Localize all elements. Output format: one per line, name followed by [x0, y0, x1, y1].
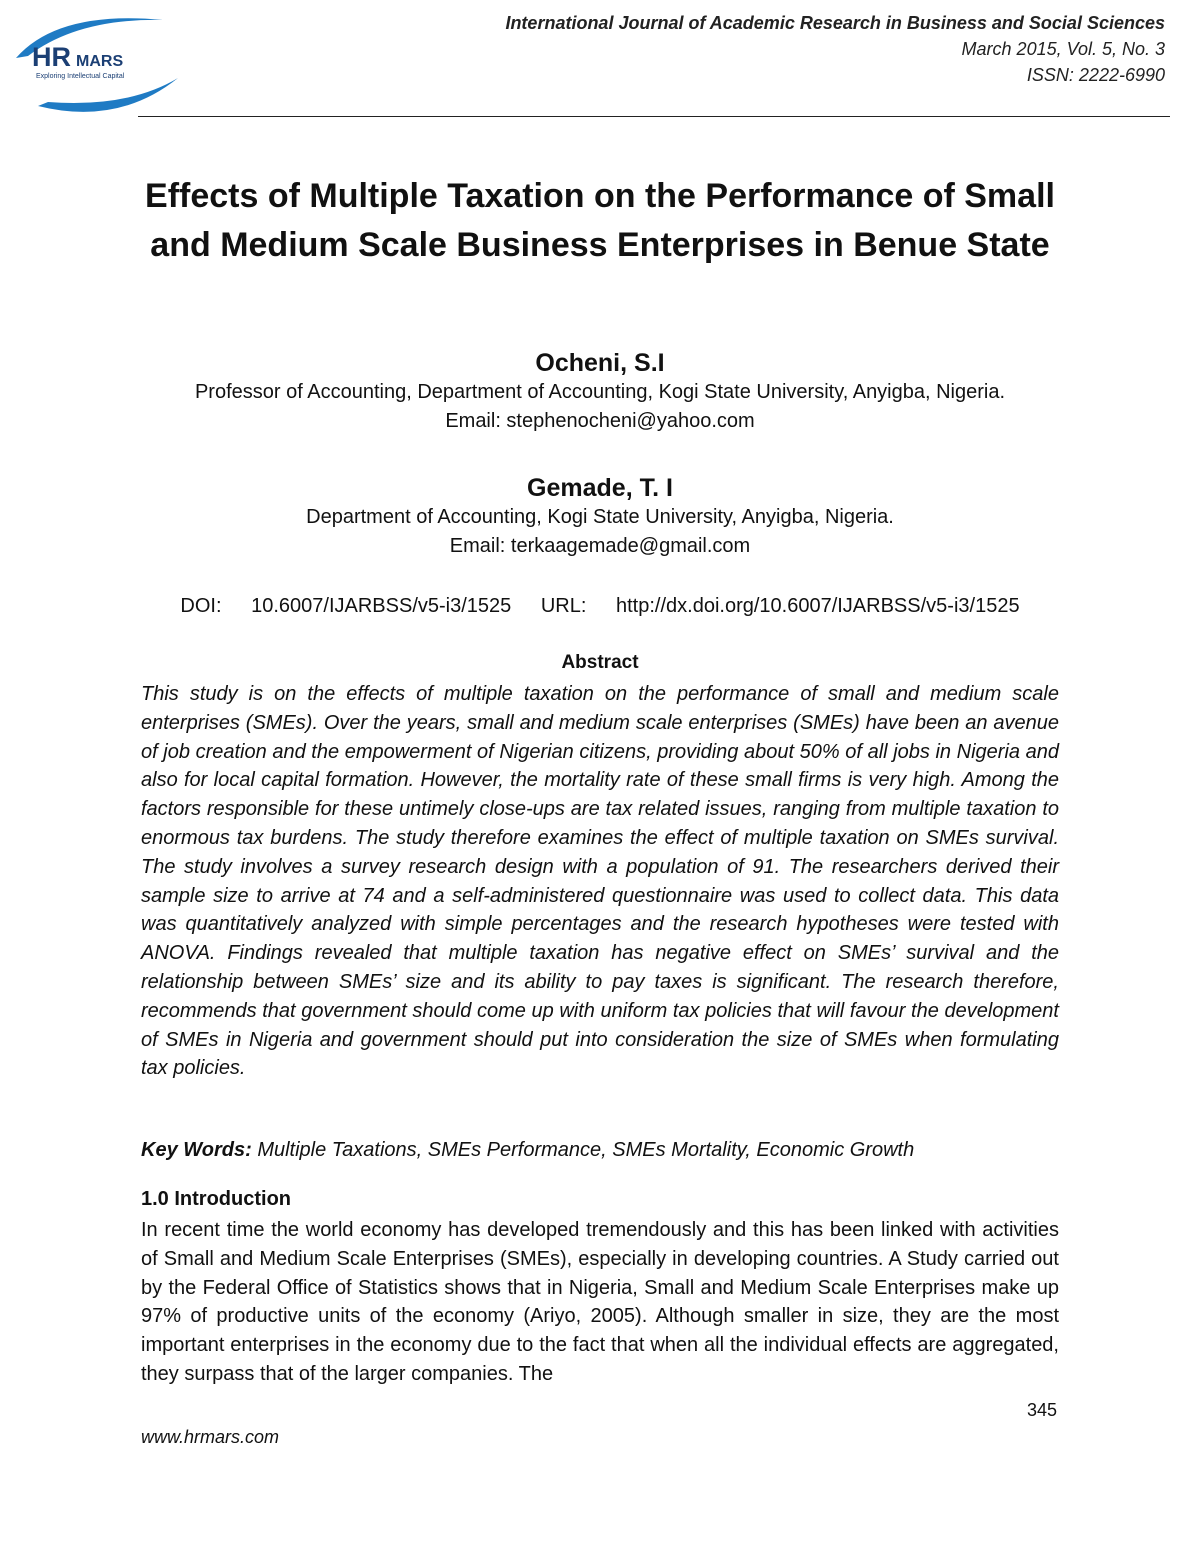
author-email: Email: stephenocheni@yahoo.com: [445, 410, 755, 432]
doi-value: 10.6007/IJARBSS/v5-i3/1525: [251, 595, 512, 617]
paper-title: Effects of Multiple Taxation on the Performance of Small and Medium Scale Business Enterprises in Benue State: [145, 177, 1055, 264]
url-link[interactable]: http://dx.doi.org/10.6007/IJARBSS/v5-i3/1525: [615, 595, 1020, 617]
section-heading: 1.0 Introduction: [141, 1188, 291, 1210]
keywords-label: Key Words:: [141, 1139, 252, 1161]
url-label: URL:: [540, 595, 587, 617]
doi-line: [0, 595, 1200, 618]
header-divider: [138, 116, 1170, 117]
journal-issue: March 2015, Vol. 5, No. 3: [961, 39, 1165, 59]
svg-text:Exploring Intellectual Capital: Exploring Intellectual Capital: [36, 73, 125, 80]
author-name: Gemade, T. I: [527, 474, 673, 502]
abstract-heading: Abstract: [561, 652, 639, 673]
journal-issn: ISSN: 2222-6990: [1026, 65, 1165, 85]
journal-header: [505, 10, 1165, 88]
author-affiliation: Professor of Accounting, Department of Accounting, Kogi State University, Anyigba, Nigeria.: [194, 381, 1006, 403]
doi-label: DOI:: [180, 595, 222, 617]
keywords: [141, 1139, 1059, 1162]
author-block-2: [100, 473, 1100, 561]
intro-paragraph: In recent time the world economy has developed tremendously and this has been linked with activities of Small and Medium Scale Enterprises (SMEs), especially in developing countries. A Study carried out by the Federal Office of Statistics shows that in Nigeria, Small and Medium Scale Enterprises make up 97% of productive units of the economy (Ariyo, 2005). Although smaller in size, they are the most important enterprises in the economy due to the fact that when all the individual effects are aggregated, they surpass that of the larger companies. The: [141, 1219, 1059, 1385]
hrmars-logo: [8, 8, 184, 120]
author-email: Email: terkaagemade@gmail.com: [449, 535, 751, 557]
author-affiliation: Department of Accounting, Kogi State University, Anyigba, Nigeria.: [306, 506, 894, 528]
abstract-text: This study is on the effects of multiple taxation on the performance of small and medium scale enterprises (SMEs). Over the years, small and medium scale enterprises (SMEs) have been an avenue of job creation and the empowerment of Nigerian citizens, providing about 50% of all jobs in Nigeria and also for local capital formation. However, the mortality rate of these small firms is very high. Among the factors responsible for these untimely close-ups are tax related issues, ranging from multiple taxation to enormous tax burdens. The study therefore examines the effect of multiple taxation on SMEs survival. The study involves a survey research design with a population of 91. The researchers derived their sample size to arrive at 74 and a self-administered questionnaire was used to collect data. This data was quantitatively analyzed with simple percentages and the research hypotheses were tested with ANOVA. Findings revealed that multiple taxation has negative effect on SMEs’ survival and the relationship between SMEs’ size and its ability to pay taxes is significant. The research therefore, recommends that government should come up with uniform tax policies that will favour the development of SMEs in Nigeria and government should put into consideration the size of SMEs when formulating tax policies.: [141, 683, 1059, 1080]
author-name: Ocheni, S.I: [535, 349, 665, 377]
author-block-1: [100, 348, 1100, 436]
journal-name: International Journal of Academic Research in Business and Social Sciences: [505, 13, 1165, 33]
page-number: 345: [1026, 1400, 1057, 1420]
keywords-text: Multiple Taxations, SMEs Performance, SMEs Mortality, Economic Growth: [257, 1139, 915, 1161]
svg-text:HR: HR: [32, 42, 71, 72]
footer-website-link[interactable]: www.hrmars.com: [141, 1427, 280, 1447]
svg-text:MARS: MARS: [76, 53, 124, 70]
